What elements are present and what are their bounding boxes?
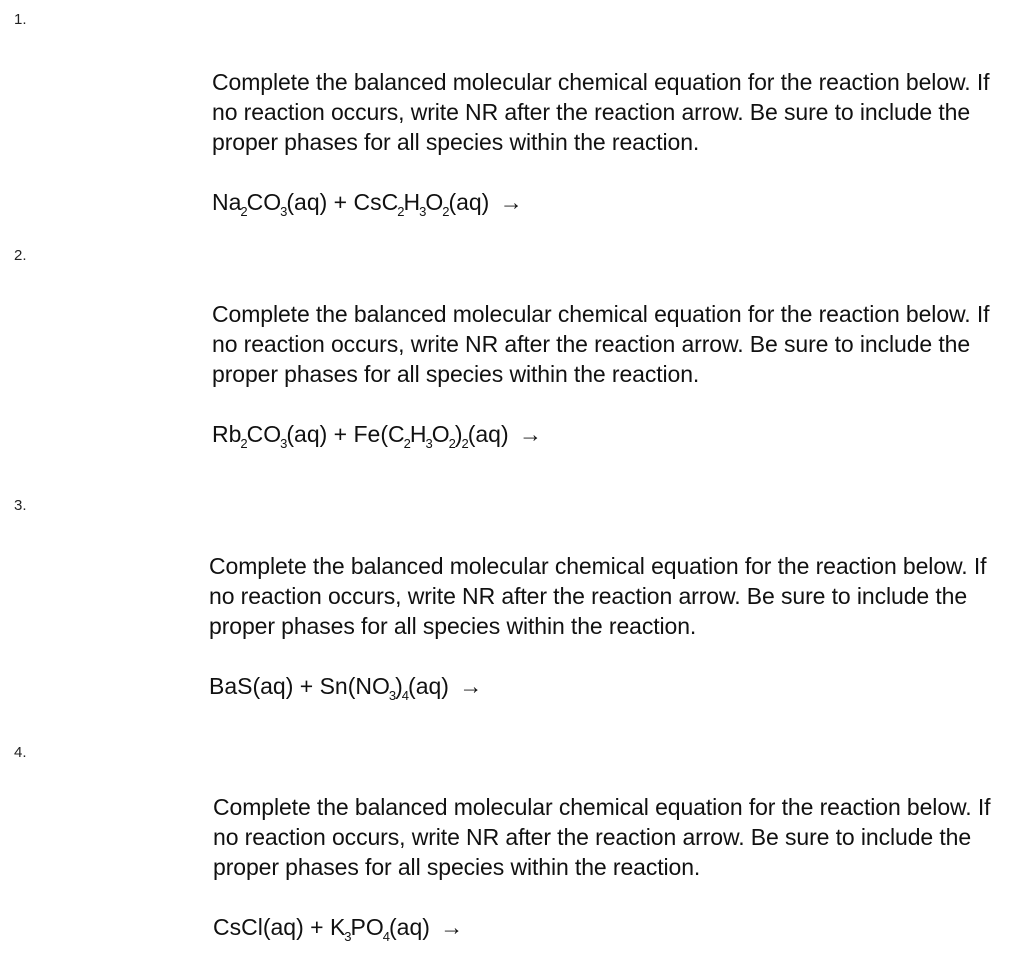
problem-number: 1. [14, 11, 27, 28]
problem-prompt: Complete the balanced molecular chemical equation for the reaction below. If no reaction occurs, write NR after the reaction arrow. Be sure to include the proper phases for all species within the reaction. [212, 301, 990, 387]
chemical-equation [212, 187, 1002, 217]
equation-subscript: 3 [425, 436, 433, 451]
equation-text: CO [246, 421, 282, 447]
equation-subscript: 3 [388, 688, 397, 703]
equation-subscript: 2 [403, 436, 411, 451]
equation-subscript: 3 [344, 929, 352, 944]
reaction-arrow: → [440, 914, 464, 940]
chemical-equation [209, 671, 999, 701]
equation-subscript: 4 [401, 688, 410, 703]
equation-text: Na [212, 189, 242, 215]
problem-block [213, 792, 1003, 942]
equation-subscript: 4 [382, 929, 390, 944]
problem-number: 3. [14, 497, 27, 514]
equation-text: H [409, 421, 427, 447]
equation-text: Rb [212, 421, 242, 447]
equation-subscript: 3 [280, 436, 288, 451]
equation-text: (aq) [389, 914, 437, 940]
equation-text: H [403, 189, 421, 215]
equation-text: PO [350, 914, 384, 940]
equation-text: ) [395, 673, 403, 699]
problem-prompt: Complete the balanced molecular chemical equation for the reaction below. If no reaction occurs, write NR after the reaction arrow. Be sure to include the proper phases for all species within the reaction. [209, 553, 987, 639]
problem-number: 4. [14, 744, 27, 761]
reaction-arrow: → [459, 673, 483, 699]
problem-block [209, 551, 999, 701]
reaction-arrow: → [499, 189, 523, 215]
equation-subscript: 2 [240, 204, 248, 219]
equation-text: CsCl(aq) + K [213, 914, 346, 940]
problem-block [212, 67, 1002, 217]
equation-text: (aq) [467, 421, 516, 447]
equation-subscript: 3 [280, 204, 288, 219]
problem-prompt: Complete the balanced molecular chemical equation for the reaction below. If no reaction occurs, write NR after the reaction arrow. Be sure to include the proper phases for all species within the reaction. [212, 69, 990, 155]
problem-block [212, 299, 1002, 449]
equation-text: (aq) [448, 189, 496, 215]
equation-subscript: 2 [397, 204, 405, 219]
equation-text: O [431, 421, 450, 447]
equation-text: (aq) + Fe(C [286, 421, 405, 447]
equation-subscript: 2 [461, 436, 469, 451]
equation-text: CO [246, 189, 282, 215]
equation-subscript: 2 [448, 436, 456, 451]
chemical-equation [212, 419, 1002, 449]
equation-text: BaS(aq) + Sn(NO [209, 673, 390, 699]
equation-subscript: 2 [240, 436, 248, 451]
equation-subscript: 2 [442, 204, 450, 219]
reaction-arrow: → [519, 421, 543, 447]
equation-text: ) [454, 421, 463, 447]
problem-number: 2. [14, 247, 27, 264]
problem-prompt: Complete the balanced molecular chemical equation for the reaction below. If no reaction occurs, write NR after the reaction arrow. Be sure to include the proper phases for all species within the reaction. [213, 794, 991, 880]
equation-subscript: 3 [419, 204, 427, 219]
equation-text: (aq) + CsC [286, 189, 399, 215]
equation-text: (aq) [408, 673, 456, 699]
equation-text: O [425, 189, 444, 215]
chemical-equation [213, 912, 1003, 942]
